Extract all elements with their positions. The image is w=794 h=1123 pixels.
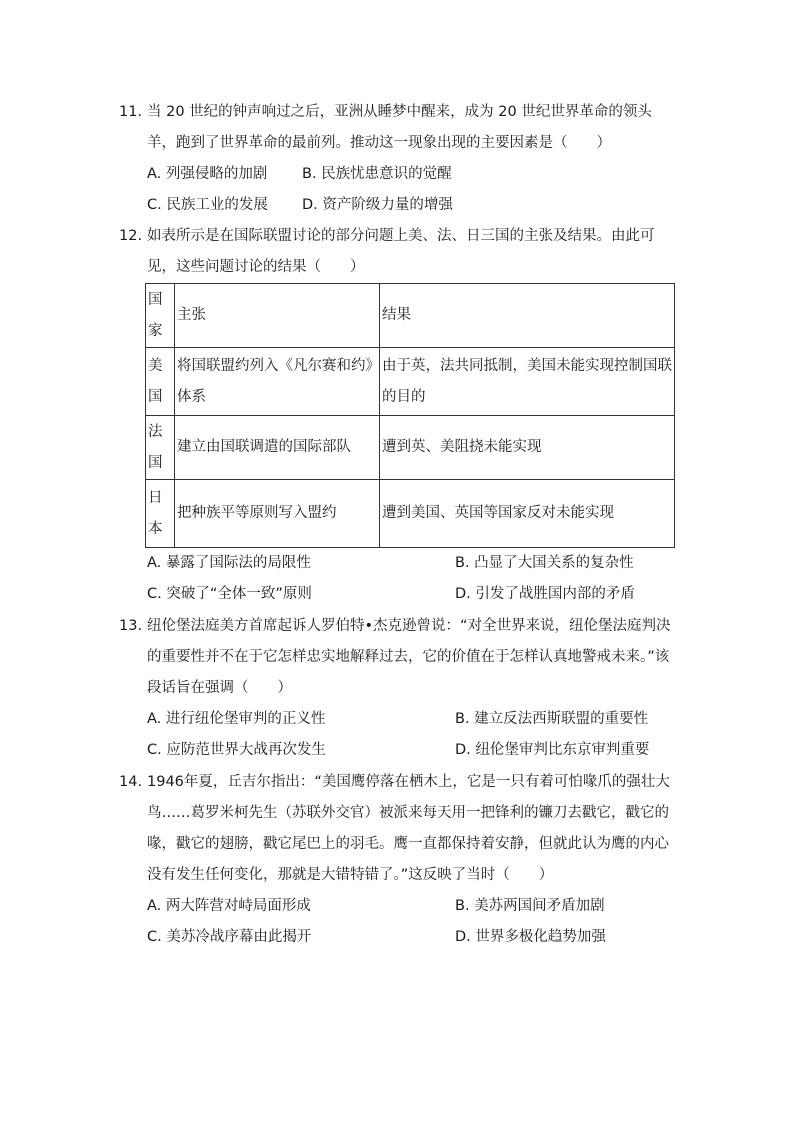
option-d[interactable]: D. 资产阶级力量的增强 (302, 197, 453, 213)
question-number: 13. (119, 618, 143, 634)
table-cell: 把种族平等原则写入盟约 (175, 480, 380, 548)
question-13-options (147, 704, 687, 766)
option-a[interactable]: A. 两大阵营对峙局面形成 (147, 898, 311, 914)
option-c[interactable]: C. 应防范世界大战再次发生 (147, 742, 326, 758)
table-row (146, 348, 675, 416)
table-cell: 法国 (146, 416, 175, 480)
table-cell: 遭到英、美阻挠未能实现 (380, 416, 675, 480)
table-cell: 建立由国联调遣的国际部队 (175, 416, 380, 480)
table-cell: 将国联盟约列入《凡尔赛和约》体系 (175, 348, 380, 416)
option-b[interactable]: B. 建立反法西斯联盟的重要性 (455, 711, 649, 727)
option-b[interactable]: B. 美苏两国间矛盾加剧 (455, 898, 605, 914)
option-b[interactable]: B. 民族忧患意识的觉醒 (302, 166, 452, 182)
question-number: 14. (119, 774, 143, 790)
table-cell: 日本 (146, 480, 175, 548)
table-header-cell: 国家 (146, 284, 175, 348)
table-header-cell: 结果 (380, 284, 675, 348)
table-cell: 遭到美国、英国等国家反对未能实现 (380, 480, 675, 548)
option-c[interactable]: C. 突破了“全体一致”原则 (147, 586, 312, 602)
option-a[interactable]: A. 列强侵略的加剧 (147, 166, 268, 182)
question-14-options (147, 891, 687, 953)
question-12 (119, 221, 679, 283)
question-stem: 1946年夏，丘吉尔指出：“美国鹰停落在栖木上，它是一只有着可怕喙爪的强壮大鸟……葛罗米柯先生（苏联外交官）被派来每天用一把锋利的镰刀去戳它，戳它的喙，戳它的翅膀，戳它尾巴上的羽毛。鹰一直都保持着安静，但就此认为鹰的内心没有发生任何变化，那就是大错特错了。”这反映了当时（ ） (147, 774, 670, 883)
question-number: 11. (119, 104, 143, 120)
option-a[interactable]: A. 进行纽伦堡审判的正义性 (147, 711, 326, 727)
question-13 (119, 611, 679, 704)
table-cell: 由于英，法共同抵制，美国未能实现控制国联的目的 (380, 348, 675, 416)
option-c[interactable]: C. 民族工业的发展 (147, 197, 268, 213)
question-12-options (147, 548, 687, 610)
comparison-table (145, 283, 675, 548)
option-a[interactable]: A. 暴露了国际法的局限性 (147, 555, 311, 571)
table-row (146, 480, 675, 548)
table-cell: 美国 (146, 348, 175, 416)
question-14 (119, 767, 679, 891)
question-stem: 如表所示是在国际联盟讨论的部分问题上美、法、日三国的主张及结果。由此可见，这些问题讨论的结果（ ） (147, 228, 655, 275)
question-11-options (147, 159, 687, 221)
table-row (146, 416, 675, 480)
question-11 (119, 97, 679, 159)
option-d[interactable]: D. 纽伦堡审判比东京审判重要 (455, 742, 650, 758)
option-c[interactable]: C. 美苏冷战序幕由此揭开 (147, 929, 312, 945)
question-stem: 纽伦堡法庭美方首席起诉人罗伯特•杰克逊曾说：“对全世界来说，纽伦堡法庭判决的重要性并不在于它怎样忠实地解释过去，它的价值在于怎样认真地警戒未来。”该段话旨在强调（ ） (147, 618, 671, 696)
question-stem: 当 20 世纪的钟声响过之后，亚洲从睡梦中醒来，成为 20 世纪世界革命的领头羊，跑到了世界革命的最前列。推动这一现象出现的主要因素是（ ） (147, 104, 652, 151)
question-number: 12. (119, 228, 143, 244)
option-d[interactable]: D. 世界多极化趋势加强 (455, 929, 606, 945)
option-b[interactable]: B. 凸显了大国关系的复杂性 (455, 555, 634, 571)
table-header-cell: 主张 (175, 284, 380, 348)
option-d[interactable]: D. 引发了战胜国内部的矛盾 (455, 586, 635, 602)
table-header-row (146, 284, 675, 348)
